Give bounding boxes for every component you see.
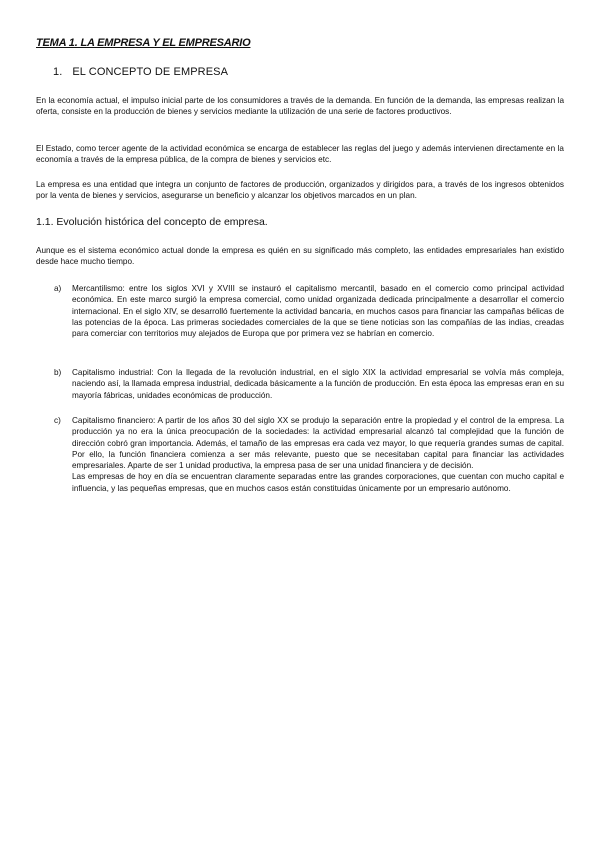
list-item-text: Capitalismo financiero: A partir de los años 30 del siglo XX se produjo la separación entre la propiedad y el control de la empresa. La producción ya no era la única preocupación de la sociedades: la actividad empresarial alcanzó tal complejidad que la función de dirección cobró gran importancia. Además, el tamaño de las empresas era cada vez mayor, lo que requería grandes sumas de capital. Por ello, la función financiera comienza a ser más relevante, puesto que se necesitaban capital para financiar las actividades empresariales. Aparte de ser 1 unidad productiva, la empresa pasa de ser una unidad financiera y de decisión.	[72, 416, 564, 471]
page-title: TEMA 1. LA EMPRESA Y EL EMPRESARIO	[36, 37, 251, 49]
section-heading-1	[53, 66, 228, 78]
list-item-body	[72, 415, 564, 494]
paragraph-state: El Estado, como tercer agente de la actividad económica se encarga de establecer las reglas del juego y además intervienen directamente en la economía a través de la empresa pública, de la compra de bienes y servicios etc.	[36, 144, 564, 165]
list-marker: c)	[54, 416, 61, 425]
list-item-extra-text: Las empresas de hoy en día se encuentran claramente separadas entre las grandes corporaciones, que cuentan con mucho capital e influencia, y las pequeñas empresas, que en muchos casos están constituidas únicamente por un empresario autónomo.	[72, 472, 564, 493]
section-heading-text: EL CONCEPTO DE EMPRESA	[72, 66, 229, 78]
section-heading-1-1: 1.1. Evolución histórica del concepto de empresa.	[36, 216, 268, 228]
paragraph-consumers: En la economía actual, el impulso inicial parte de los consumidores a través de la demanda. En función de la demanda, las empresas realizan la oferta, consiste en la producción de bienes y servicios mediante la utilización de una serie de factores productivos.	[36, 96, 564, 117]
list-item-text: Capitalismo industrial: Con la llegada de la revolución industrial, en el siglo XIX la actividad empresarial se volvía más compleja, naciendo así, la llamada empresa industrial, dedicada básicamente a la función de producción. En esta época las empresas eran en su mayoría fábricas, unidades económicas de producción.	[72, 368, 564, 400]
list-marker: a)	[54, 284, 62, 293]
paragraph-definition: La empresa es una entidad que integra un conjunto de factores de producción, organizados y dirigidos para, a través de los ingresos obtenidos por la venta de bienes y servicios, asegurarse un beneficio y alcanzar los objetivos marcados en un plan.	[36, 180, 564, 201]
list-item-text: Mercantilismo: entre los siglos XVI y XVIII se instauró el capitalismo mercantil, basado en el comercio como principal actividad económica. En este marco surgió la empresa comercial, como unidad organizada dedicada principalmente a desarrollar el comercio internacional. En el siglo XIV, se desarrolló fuertemente la actividad bancaria, en muchos casos para financiar las campañas bélicas de las potencias de la época. Las primeras sociedades comerciales de la que se tiene noticias son las compañías de las indias, creadas para comerciar con territorios muy alejados de Europa que por primera vez se habrían en comercio.	[72, 284, 564, 339]
section-number: 1.	[53, 66, 63, 78]
list-marker: b)	[54, 368, 62, 377]
paragraph-intro: Aunque es el sistema económico actual donde la empresa es quién en su significado más completo, las entidades empresariales han existido desde hace mucho tiempo.	[36, 246, 564, 267]
